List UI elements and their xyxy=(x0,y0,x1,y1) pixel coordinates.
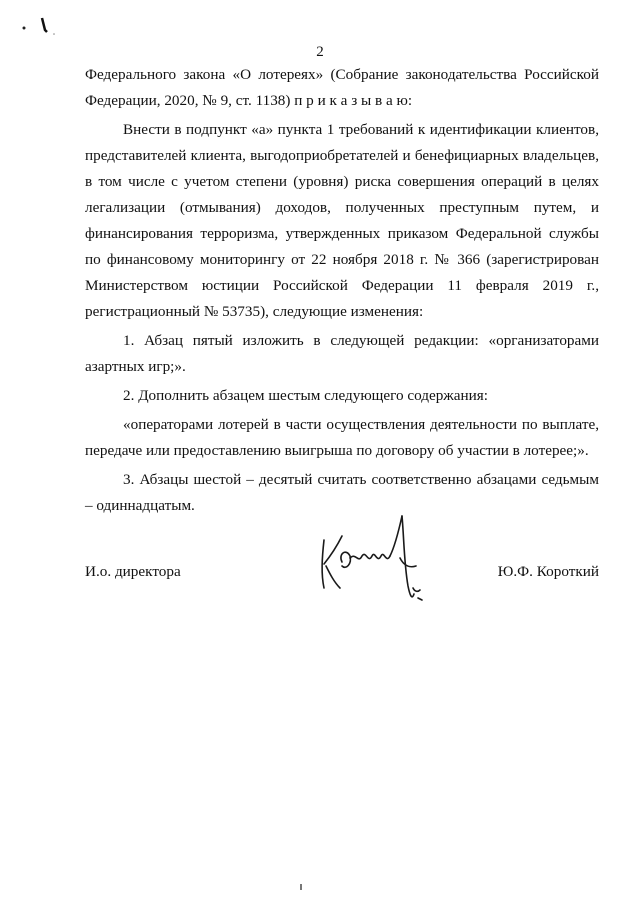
scan-speck xyxy=(300,884,302,890)
paragraph-item-2: 2. Дополнить абзацем шестым следующего содержания: xyxy=(123,387,489,404)
paragraph-item-3: 3. Абзацы шестой – десятый считать соответственно абзацами седьмым – одиннадцатым. xyxy=(85,471,599,514)
paragraph-intro: Федерального закона «О лотереях» (Собрание законодательства Российской Федерации, 2020, № 9, ст. 1138) п р и к а з ы в а ю: xyxy=(85,66,599,109)
paragraph-item-2-quote: «операторами лотерей в части осуществления деятельности по выплате, передаче или предоставлению выигрыша по договору об участии в лотерее;». xyxy=(85,416,599,459)
document-body xyxy=(85,62,599,519)
signature-row xyxy=(85,560,599,584)
signatory-name: Ю.Ф. Короткий xyxy=(497,563,599,580)
paragraph-item-1: 1. Абзац пятый изложить в следующей редакции: «организаторами азартных игр;». xyxy=(85,332,599,375)
signatory-title: И.о. директора xyxy=(85,563,181,580)
scan-corner-mark xyxy=(20,14,60,44)
page-number: 2 xyxy=(316,44,324,60)
paragraph-main: Внести в подпункт «а» пункта 1 требований к идентификации клиентов, представителей клиента, выгодоприобретателей и бенефициарных владельцев, в том числе с учетом степени (уровня) риска совершения операций в целях легализации (отмывания) доходов, полученных преступным путем, и финансирования терроризма, утвержденных приказом Федеральной службы по финансовому мониторингу от 22 ноября 2018 г. № 366 (зарегистрирован Министерством юстиции Российской Федерации 11 февраля 2019 г., регистрационный № 53735), следующие изменения: xyxy=(85,121,599,320)
